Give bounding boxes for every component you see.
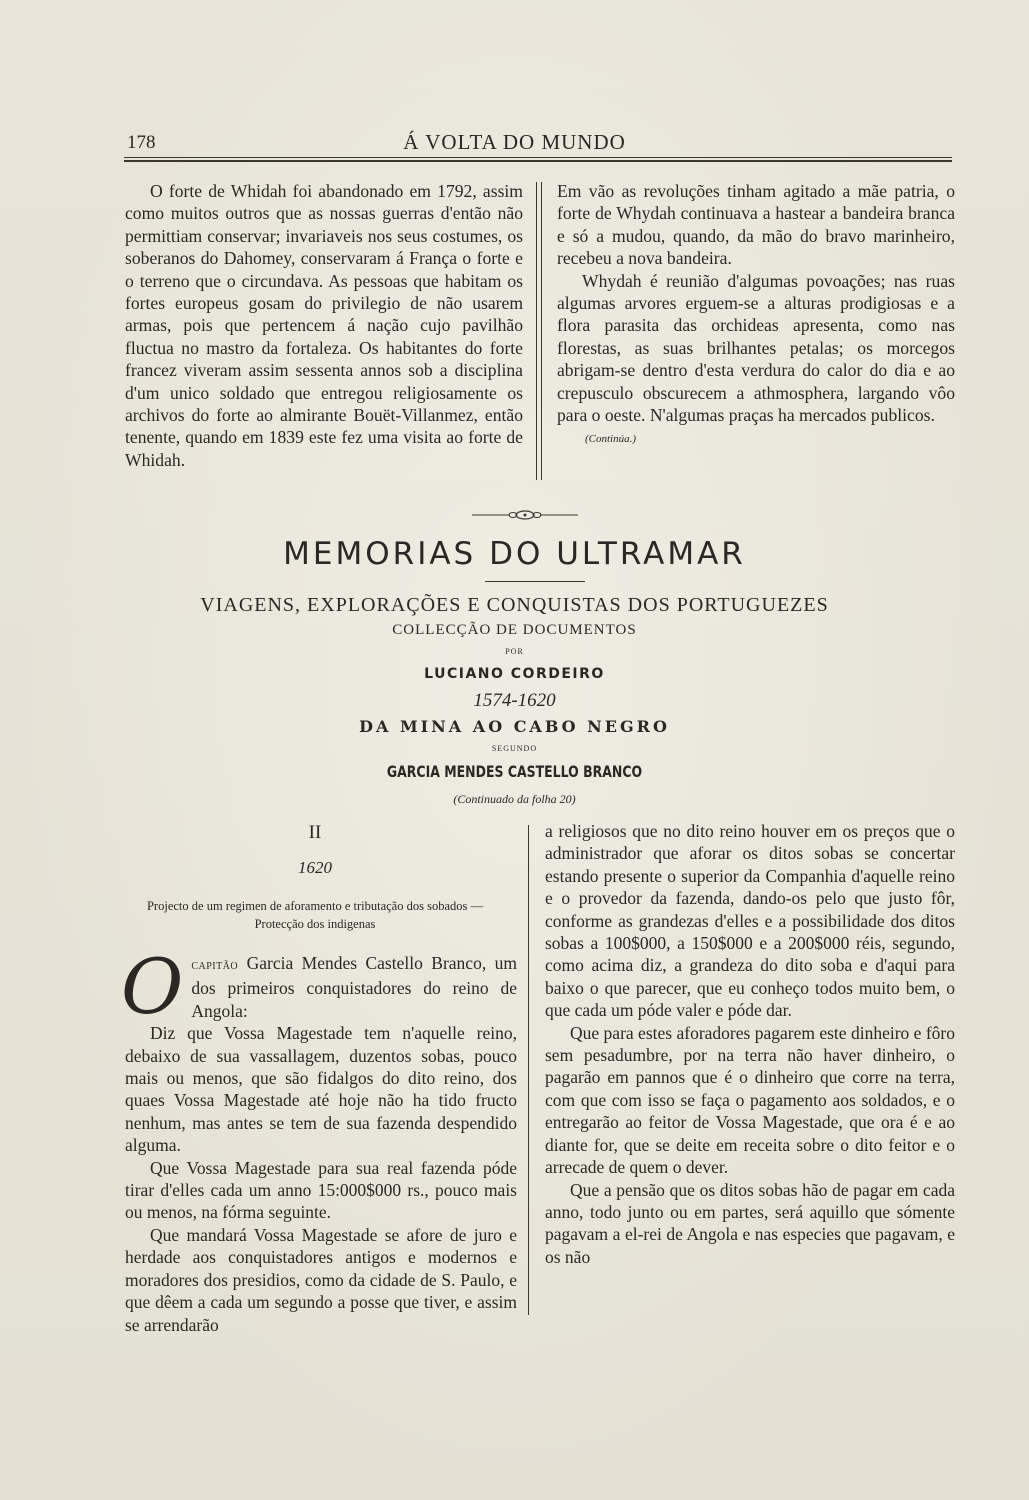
collection-line: COLLECÇÃO DE DOCUMENTOS bbox=[392, 622, 637, 638]
paragraph: Em vão as revoluções tinham agitado a mãe patria, o forte de Whydah continuava a hastear a bandeira branca e só a mudou, quando, da mão do bravo marinheiro, recebeu a nova bandeira. bbox=[557, 181, 955, 269]
running-head: Á VOLTA DO MUNDO bbox=[403, 130, 626, 154]
top-left-column bbox=[125, 180, 523, 471]
paragraph: Whydah é reunião d'algumas povoações; nas ruas algumas arvores erguem-se a alturas prodigiosas e a flora parasita das orchideas apresenta, como nas florestas, as suas brilhantes petalas; os morcegos abrigam-se dentro d'esta verdura do calor do dia e ao crepusculo obscurecem a athmosphera, largando vôo para o oeste. N'algumas praças ha mercados publicos. bbox=[557, 270, 955, 426]
author-name: LUCIANO CORDEIRO bbox=[424, 666, 605, 682]
continuado-note: (Continuado da folha 20) bbox=[453, 792, 576, 806]
garcia-heading: GARCIA MENDES CASTELLO BRANCO bbox=[386, 762, 643, 781]
section-year: 1620 bbox=[298, 858, 332, 877]
bottom-right-column bbox=[545, 820, 955, 1268]
column-divider bbox=[536, 182, 542, 480]
title-rule bbox=[485, 581, 585, 582]
paragraph: Que a pensão que os ditos sobas hão de pagar em cada anno, todo junto ou em partes, será aquillo que sómente pagavam a el-rei de Angola e nas especies que pagavam, e os não bbox=[545, 1179, 955, 1267]
bottom-left-column bbox=[121, 942, 517, 1336]
mina-heading: DA MINA AO CABO NEGRO bbox=[359, 717, 670, 736]
por-line: POR bbox=[505, 647, 524, 656]
continua-note: (Continúa.) bbox=[585, 433, 637, 446]
paragraph: Que Vossa Magestade para sua real fazenda póde tirar d'elles cada um anno 15:000$000 rs., pouco mais ou menos, na fórma seguinte. bbox=[125, 1157, 517, 1223]
paragraph: O forte de Whidah foi abandonado em 1792, assim como muitos outros que as nossas guerras d'então não permittiam conservar; invariaveis nos seus costumes, os soberanos do Dahomey, conservaram á França o forte e o terreno que o circundava. As pessoas que habitam os fortes europeus gosam do privilegio de não usarem armas, pois que pertencem á nação cujo pavilhão fluctua no mastro da fortaleza. Os habitantes do forte francez viveram assim sessenta annos sob a disciplina d'um unico soldado que entregou religiosamente os archivos do forte ao almirante Bouët-Villanmez, então tenente, quando em 1839 este fez uma visita ao forte de Whidah. bbox=[125, 181, 523, 470]
segundo-line: SEGUNDO bbox=[491, 744, 538, 753]
paragraph: a religiosos que no dito reino houver em os preços que o administrador que aforar os ditos sobas se concertar estando presente o superior da Companhia d'aquelle reino e o provedor da fazenda, dando-os pelo que justo fôr, conforme as grandezas d'elles e a possibilidade dos ditos sobas a 100$000, a 150$000 e a 200$000 réis, segundo, como acima diz, a grandeza do dito soba e d'aqui para baixo o que parecer, que eu conheço todos muito bem, o que cada um póde valer e póde dar. bbox=[545, 821, 955, 1021]
paragraph: Diz que Vossa Magestade tem n'aquelle reino, debaixo de sua vassallagem, duzentos sobas, pouco mais ou menos, que são fidalgos do dito reino, dos quaes Vossa Magestade até hoje não ha tido fructo nenhum, mas antes se tem de sua fazenda despendido alguma. bbox=[125, 1023, 517, 1156]
ornament-divider bbox=[470, 508, 580, 522]
paragraph-text: Garcia Mendes Castello Branco, um dos primeiros conquistadores do reino de Angola: bbox=[191, 953, 517, 1021]
top-right-column bbox=[557, 180, 955, 451]
drop-cap: O bbox=[121, 942, 184, 1031]
paragraph bbox=[121, 942, 517, 1031]
section-number: II bbox=[308, 822, 322, 843]
first-word: capitão bbox=[191, 958, 239, 973]
column-divider bbox=[528, 825, 529, 1315]
article-subtitle: VIAGENS, EXPLORAÇÕES E CONQUISTAS DOS PORTUGUEZES bbox=[200, 594, 829, 616]
section-subtitle: Projecto de um regimen de aforamento e tributação dos sobados — Protecção dos indigenas bbox=[146, 899, 483, 931]
paragraph: Que para estes aforadores pagarem este dinheiro e fôro sem pesadumbre, por na terra não haver dinheiro, o pagarão em pannos que é o dinheiro que corre na terra, com que com isso se faça o pagamento aos soldados, e o entregarão ao feitor de Vossa Magestade, que ora é e ao diante for, que se deite em receita sobre o dito feitor e o arrecade de quem o dever. bbox=[545, 1022, 955, 1178]
header-rule bbox=[124, 157, 952, 162]
date-range: 1574-1620 bbox=[473, 690, 556, 711]
page-number: 178 bbox=[127, 132, 156, 153]
article-title: MEMORIAS DO ULTRAMAR bbox=[283, 536, 746, 572]
paragraph: Que mandará Vossa Magestade se afore de juro e herdade aos conquistadores antigos e modernos e moradores dos presidios, como da cidade de S. Paulo, e que dêem a cada um segundo a posse que tiver, e assim se arrendarão bbox=[125, 1224, 517, 1335]
